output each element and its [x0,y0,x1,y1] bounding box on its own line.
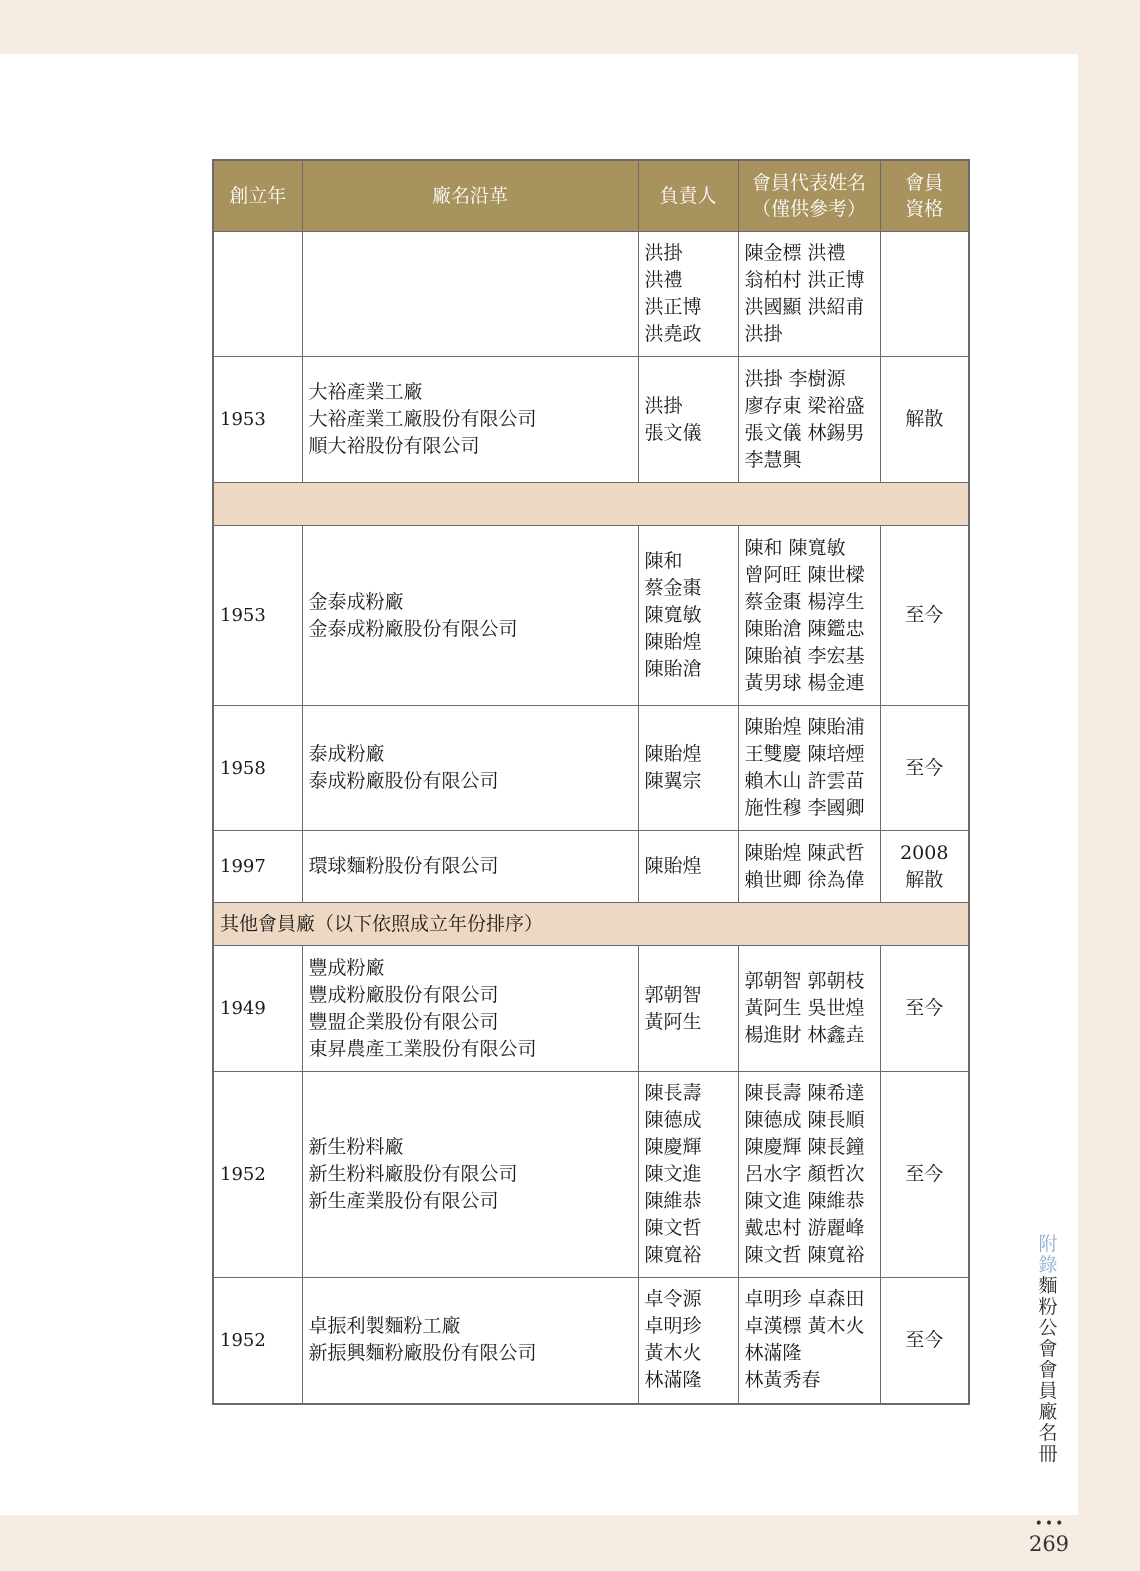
responsible-person-name: 陳慶輝 [644,1136,702,1158]
side-label-char: 廠 [1038,1401,1058,1423]
table-row [213,1278,969,1404]
responsible-person-name: 洪正博 [644,296,702,318]
representatives-cell [738,831,880,903]
representative-names-line: 洪掛 [744,323,783,345]
factory-name: 金泰成粉廠股份有限公司 [308,617,518,640]
representatives-cell [738,357,880,483]
representatives-cell [738,232,880,357]
representative-names-line: 廖存東 梁裕盛 [744,394,865,417]
side-label-char: 公 [1038,1317,1058,1339]
band-other-group [213,903,969,946]
representative-names-line: 洪國顯 洪紹甫 [744,296,865,318]
factory-name: 新生粉料廠 [308,1136,404,1158]
responsible-person-name: 卓明珍 [644,1315,702,1338]
responsible-person-name: 洪堯政 [644,323,702,345]
responsible-person-name: 張文儀 [644,421,702,444]
responsible-person-cell [638,946,738,1072]
responsible-person-cell [638,526,738,706]
factory-name: 新生粉料廠股份有限公司 [308,1163,518,1185]
page-number-dots: ••• [1034,1516,1066,1532]
membership-status-cell [880,831,969,903]
representative-names-line: 陳貽禎 李宏基 [744,644,865,667]
founded-year-cell [213,232,302,357]
status-line: 解散 [905,868,944,891]
responsible-person-name: 陳翼宗 [644,770,702,792]
status-line: 至今 [905,997,944,1019]
side-label-char: 會 [1038,1359,1058,1381]
responsible-person-cell [638,357,738,483]
representative-names-line: 卓漢標 黃木火 [744,1315,865,1338]
responsible-person-name: 黃木火 [644,1342,702,1365]
representative-names-line: 陳貽煌 陳武哲 [744,841,865,864]
representative-names-line: 郭朝智 郭朝枝 [744,970,865,992]
responsible-person-name: 洪掛 [644,394,683,417]
factory-name: 卓振利製麵粉工廠 [308,1315,461,1338]
header-line: 會員代表姓名 [751,172,866,194]
responsible-person-name: 陳文哲 [644,1217,702,1239]
representative-names-line: 張文儀 林錫男 [744,421,865,444]
side-label-char: 粉 [1038,1296,1058,1318]
responsible-person-name: 郭朝智 [644,983,702,1006]
factory-name: 豐成粉廠 [308,956,385,979]
table-row [213,706,969,831]
responsible-person-cell [638,1072,738,1278]
founded-year-cell: 1997 [213,831,302,903]
responsible-person-name: 陳和 [644,550,683,572]
founded-year-cell: 1953 [213,357,302,483]
representative-names-line: 陳長壽 陳希達 [744,1082,865,1104]
member-roster-table [212,159,970,1405]
status-line: 2008 [900,841,949,864]
founded-year-cell: 1952 [213,1072,302,1278]
factory-history-cell [302,357,638,483]
representative-names-line: 呂水字 顏哲次 [744,1163,865,1185]
representative-names-line: 陳貽煌 陳貽浦 [744,716,865,738]
responsible-person-name: 蔡金棗 [644,577,702,599]
side-label-char: 名 [1038,1422,1058,1444]
representative-names-line: 王雙慶 陳培煙 [744,743,865,765]
responsible-person-cell [638,232,738,357]
representative-names-line: 曾阿旺 陳世樑 [744,563,865,586]
membership-status-cell [880,946,969,1072]
membership-status-cell [880,1072,969,1278]
membership-status-cell [880,526,969,706]
factory-name: 東昇農產工業股份有限公司 [308,1037,537,1060]
status-line: 至今 [905,1163,944,1185]
representative-names-line: 賴世卿 徐為偉 [744,868,865,891]
representative-names-line: 楊進財 林鑫垚 [744,1024,865,1046]
factory-name: 新振興麵粉廠股份有限公司 [308,1342,537,1365]
side-label-char: 麵 [1038,1275,1058,1297]
representative-names-line: 黃男球 楊金連 [744,671,865,694]
rows-group-b [213,526,969,903]
band-row-blank [213,483,969,526]
page-sheet [0,54,1078,1556]
responsible-person-name: 洪掛 [644,242,683,264]
responsible-person-name: 卓令源 [644,1288,702,1311]
membership-status-cell [880,706,969,831]
band-blank-group [213,483,969,526]
responsible-person-name: 陳貽煌 [644,743,702,765]
factory-history-cell [302,1278,638,1404]
representatives-cell [738,526,880,706]
representative-names-line: 林滿隆 [744,1342,802,1365]
responsible-person-name: 陳維恭 [644,1190,702,1212]
side-label-char: 冊 [1038,1443,1058,1465]
founded-year-cell: 1952 [213,1278,302,1404]
status-line: 至今 [905,604,944,626]
representative-names-line: 陳文哲 陳寬裕 [744,1244,865,1266]
side-label-char: 會 [1038,1338,1058,1360]
representative-names-line: 陳慶輝 陳長鐘 [744,1136,865,1158]
factory-name: 泰成粉廠 [308,743,385,765]
membership-status-cell [880,232,969,357]
header-founded-year [213,160,302,232]
responsible-person-name: 陳寬敏 [644,604,702,626]
status-line: 至今 [905,1328,944,1351]
responsible-person-name: 林滿隆 [644,1369,702,1392]
table-row [213,357,969,483]
side-section-appendix [1030,1234,1066,1276]
status-line: 解散 [905,408,944,430]
representatives-cell [738,946,880,1072]
factory-history-cell [302,706,638,831]
factory-name: 豐成粉廠股份有限公司 [308,983,499,1006]
factory-name: 金泰成粉廠 [308,590,404,613]
representative-names-line: 施性穆 李國卿 [744,797,865,819]
representative-names-line: 賴木山 許雲苗 [744,770,865,792]
table-row [213,232,969,357]
representative-names-line: 陳德成 陳長順 [744,1109,865,1131]
factory-history-cell [302,232,638,357]
header-line: 資格 [905,198,944,220]
rows-group-a [213,232,969,483]
representative-names-line: 黃阿生 吳世煌 [744,997,865,1019]
membership-status-cell [880,357,969,483]
page-number: 269 [1028,1532,1070,1556]
header-line: 負責人 [659,185,717,207]
band-blank-cell [213,483,969,526]
header-responsible-person [638,160,738,232]
factory-name: 新生產業股份有限公司 [308,1190,499,1212]
representative-names-line: 林黃秀春 [744,1369,821,1392]
factory-name: 豐盟企業股份有限公司 [308,1010,499,1033]
representative-names-line: 蔡金棗 楊淳生 [744,590,865,613]
representative-names-line: 陳金標 洪禮 [744,242,846,264]
representative-names-line: 陳文進 陳維恭 [744,1190,865,1212]
factory-name: 順大裕股份有限公司 [308,435,480,457]
responsible-person-cell [638,831,738,903]
representative-names-line: 洪掛 李樹源 [744,367,846,390]
representatives-cell [738,706,880,831]
band-other-members-label: 其他會員廠（以下依照成立年份排序） [213,903,969,946]
responsible-person-name: 陳貽滄 [644,658,702,680]
factory-name: 大裕產業工廠 [308,381,423,403]
factory-name: 大裕產業工廠股份有限公司 [308,408,537,430]
responsible-person-name: 洪禮 [644,269,683,291]
factory-name: 泰成粉廠股份有限公司 [308,770,499,792]
header-line: 會員 [905,172,944,194]
side-section-label [1030,1234,1066,1465]
status-line: 至今 [905,756,944,779]
responsible-person-name: 黃阿生 [644,1010,702,1033]
representative-names-line: 李慧興 [744,448,802,471]
header-line: 創立年 [229,185,287,207]
responsible-person-name: 陳貽煌 [644,855,702,877]
representative-names-line: 戴忠村 游麗峰 [744,1217,865,1239]
header-line: 廠名沿革 [431,185,508,207]
table-row [213,1072,969,1278]
header-factory-history [302,160,638,232]
factory-history-cell [302,1072,638,1278]
responsible-person-name: 陳長壽 [644,1082,702,1104]
factory-name: 環球麵粉股份有限公司 [308,855,499,877]
responsible-person-cell [638,706,738,831]
table-row [213,526,969,706]
representatives-cell [738,1072,880,1278]
representative-names-line: 陳貽滄 陳鑑忠 [744,617,865,640]
header-row [213,160,969,232]
rows-group-c [213,946,969,1404]
representatives-cell [738,1278,880,1404]
side-label-char: 錄 [1038,1254,1058,1276]
responsible-person-name: 陳文進 [644,1163,702,1185]
header-membership-status [880,160,969,232]
table-row [213,946,969,1072]
founded-year-cell: 1958 [213,706,302,831]
factory-history-cell [302,831,638,903]
founded-year-cell: 1953 [213,526,302,706]
membership-status-cell [880,1278,969,1404]
founded-year-cell: 1949 [213,946,302,1072]
responsible-person-cell [638,1278,738,1404]
side-label-char: 員 [1038,1380,1058,1402]
header-line: （僅供參考） [751,198,866,220]
header-member-representatives [738,160,880,232]
side-label-char: 附 [1038,1233,1058,1255]
band-row-other-members [213,903,969,946]
responsible-person-name: 陳德成 [644,1109,702,1131]
factory-history-cell [302,526,638,706]
responsible-person-name: 陳寬裕 [644,1244,702,1266]
factory-history-cell [302,946,638,1072]
responsible-person-name: 陳貽煌 [644,631,702,653]
representative-names-line: 翁柏村 洪正博 [744,269,865,291]
side-section-title [1030,1276,1066,1465]
representative-names-line: 卓明珍 卓森田 [744,1288,865,1311]
representative-names-line: 陳和 陳寬敏 [744,536,846,559]
table-row [213,831,969,903]
